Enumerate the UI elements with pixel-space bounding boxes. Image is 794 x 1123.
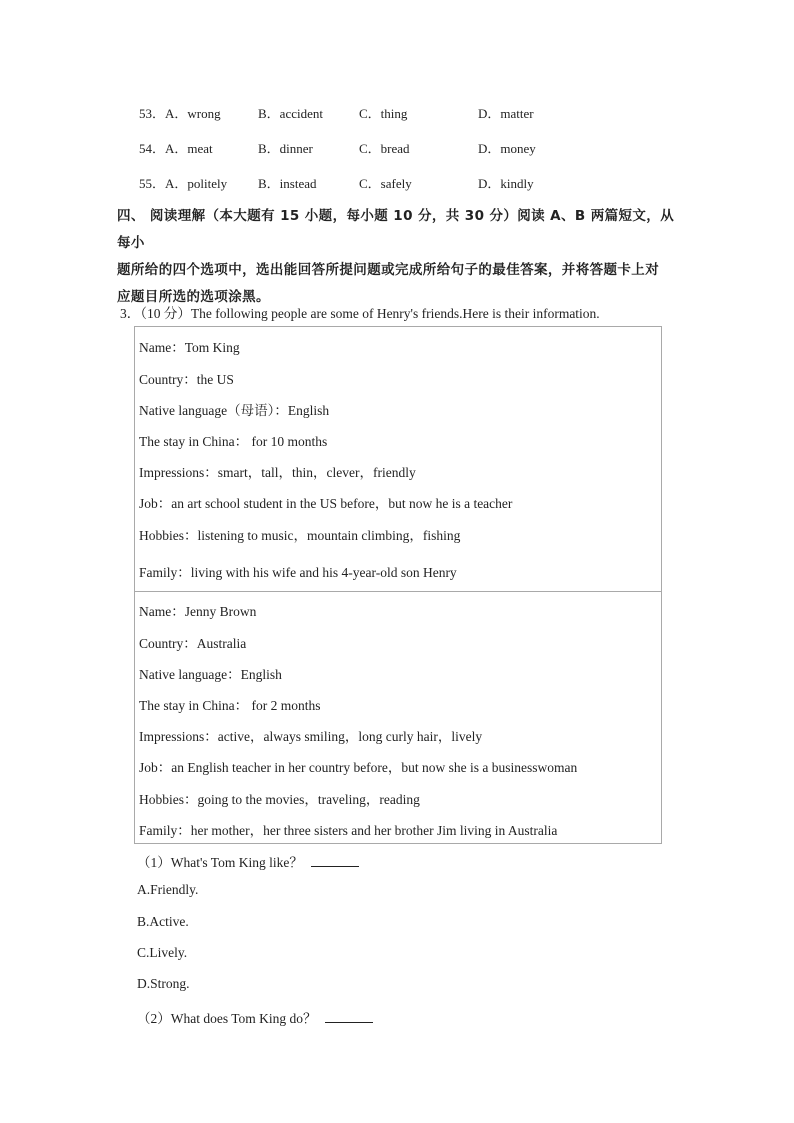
option-d: D．kindly — [478, 176, 534, 191]
info-job: Job：an art school student in the US before，but now he is a teacher — [139, 496, 513, 511]
info-job: Job：an English teacher in her country before，but now she is a businesswoman — [139, 760, 578, 775]
sub-question-text: （1）What's Tom King like？ — [137, 855, 303, 870]
choice-a[interactable]: A.Friendly. — [137, 882, 199, 897]
question-number: 54． — [139, 141, 166, 156]
info-family: Family：living with his wife and his 4-year-old son Henry — [139, 565, 457, 580]
info-name: Name：Tom King — [139, 340, 240, 355]
info-language: Native language：English — [139, 667, 282, 682]
question-number: 55． — [139, 176, 166, 191]
info-table — [134, 326, 662, 844]
option-c: C．thing — [359, 106, 408, 121]
option-d: D．matter — [478, 106, 534, 121]
section-heading-line: 题所给的四个选项中，选出能回答所提问题或完成所给句子的最佳答案，并将答题卡上对 — [117, 262, 660, 278]
info-impressions: Impressions：smart，tall，thin，clever，friendly — [139, 465, 416, 480]
option-a: A．politely — [165, 176, 228, 191]
sub-question-text: （2）What does Tom King do？ — [137, 1011, 317, 1026]
info-impressions: Impressions：active，always smiling，long curly hair，lively — [139, 729, 483, 744]
option-b: B．instead — [258, 176, 317, 191]
choice-d[interactable]: D.Strong. — [137, 976, 190, 991]
option-c: C．bread — [359, 141, 410, 156]
info-country: Country：Australia — [139, 636, 247, 651]
info-name: Name：Jenny Brown — [139, 604, 257, 619]
choice-c[interactable]: C.Lively. — [137, 945, 188, 960]
sub-question-2 — [137, 1007, 373, 1027]
question-number: 53． — [139, 106, 166, 121]
choice-b[interactable]: B.Active. — [137, 914, 189, 929]
option-b: B．dinner — [258, 141, 313, 156]
info-language: Native language（母语）：English — [139, 403, 330, 418]
info-block-tom-king — [135, 327, 661, 592]
info-family: Family：her mother，her three sisters and her brother Jim living in Australia — [139, 823, 558, 838]
option-c: C．safely — [359, 176, 412, 191]
option-d: D．money — [478, 141, 536, 156]
info-hobbies: Hobbies：going to the movies，traveling，reading — [139, 792, 420, 807]
section-heading-line: 四、 阅读理解（本大题有 15 小题，每小题 10 分，共 30 分）阅读 A、B 两篇短文，从每小 — [117, 208, 675, 251]
answer-blank[interactable] — [325, 1010, 373, 1023]
info-stay: The stay in China： for 10 months — [139, 434, 328, 449]
option-a: A．meat — [165, 141, 213, 156]
sub-question-1 — [137, 851, 359, 871]
info-hobbies: Hobbies：listening to music，mountain climbing，fishing — [139, 528, 461, 543]
info-stay: The stay in China： for 2 months — [139, 698, 321, 713]
option-b: B．accident — [258, 106, 323, 121]
info-block-jenny-brown — [135, 591, 661, 844]
question-title: 3．（10 分）The following people are some of Henry's friends.Here is their information. — [120, 306, 600, 321]
section-heading-line: 应题目所选的选项涂黑。 — [117, 289, 270, 305]
section-heading — [117, 203, 682, 311]
info-country: Country：the US — [139, 372, 234, 387]
option-a: A．wrong — [165, 106, 221, 121]
answer-blank[interactable] — [311, 854, 359, 867]
